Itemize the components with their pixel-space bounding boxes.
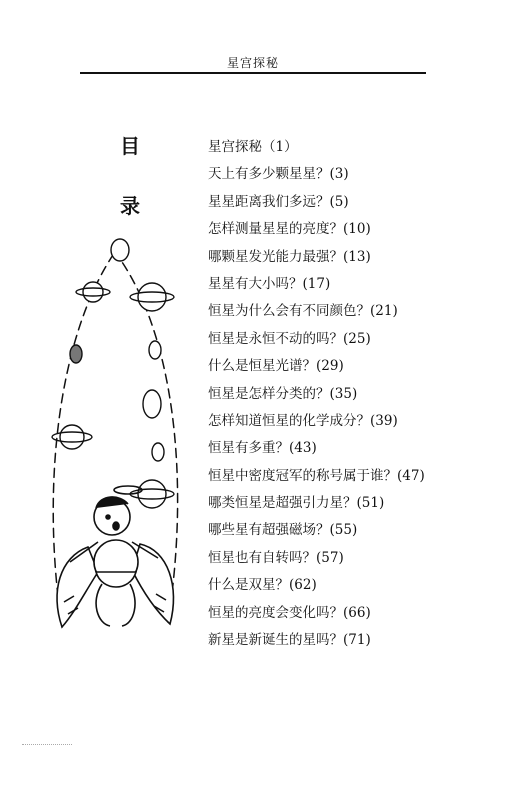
toc-entry: 新星是新诞生的星吗？(71) bbox=[208, 632, 371, 649]
toc-entry: 恒星也有自转吗？(57) bbox=[208, 549, 344, 566]
toc-entry: 天上有多少颗星星？(3) bbox=[208, 166, 349, 183]
toc-heading-char-2: 录 bbox=[120, 194, 140, 218]
toc-entry: 哪颗星发光能力最强？(13) bbox=[208, 248, 371, 265]
running-header: 星宫探秘 bbox=[226, 56, 279, 70]
scan-artifact bbox=[22, 744, 72, 745]
table-of-contents bbox=[208, 134, 498, 654]
toc-entry: 什么是双星？(62) bbox=[208, 577, 317, 594]
toc-entry: 恒星是永恒不动的吗？(25) bbox=[208, 330, 371, 347]
toc-heading-char-1: 目 bbox=[120, 134, 140, 158]
toc-entry: 恒星为什么会有不同颜色？(21) bbox=[208, 303, 398, 320]
toc-entry: 恒星的亮度会变化吗？(66) bbox=[208, 604, 371, 621]
toc-entry: 恒星中密度冠军的称号属于谁？(47) bbox=[208, 467, 425, 484]
toc-entry: 什么是恒星光谱？(29) bbox=[208, 358, 344, 375]
toc-entry: 星星有大小吗？(17) bbox=[208, 275, 331, 292]
toc-entry: 星宫探秘（1） bbox=[208, 139, 298, 155]
toc-entry: 恒星是怎样分类的？(35) bbox=[208, 385, 358, 402]
toc-entry: 星星距离我们多远？(5) bbox=[208, 193, 349, 210]
toc-entry: 怎样知道恒星的化学成分？(39) bbox=[208, 412, 398, 429]
planet-icons bbox=[52, 239, 174, 508]
toc-entry: 哪些星有超强磁场？(55) bbox=[208, 522, 358, 539]
toc-entry: 恒星有多重？(43) bbox=[208, 440, 317, 457]
toc-entry: 哪类恒星是超强引力星？(51) bbox=[208, 495, 385, 512]
header-rule bbox=[80, 72, 426, 74]
juggling-cherub-illustration bbox=[40, 232, 190, 672]
toc-entry: 怎样测量星星的亮度？(10) bbox=[208, 221, 371, 238]
